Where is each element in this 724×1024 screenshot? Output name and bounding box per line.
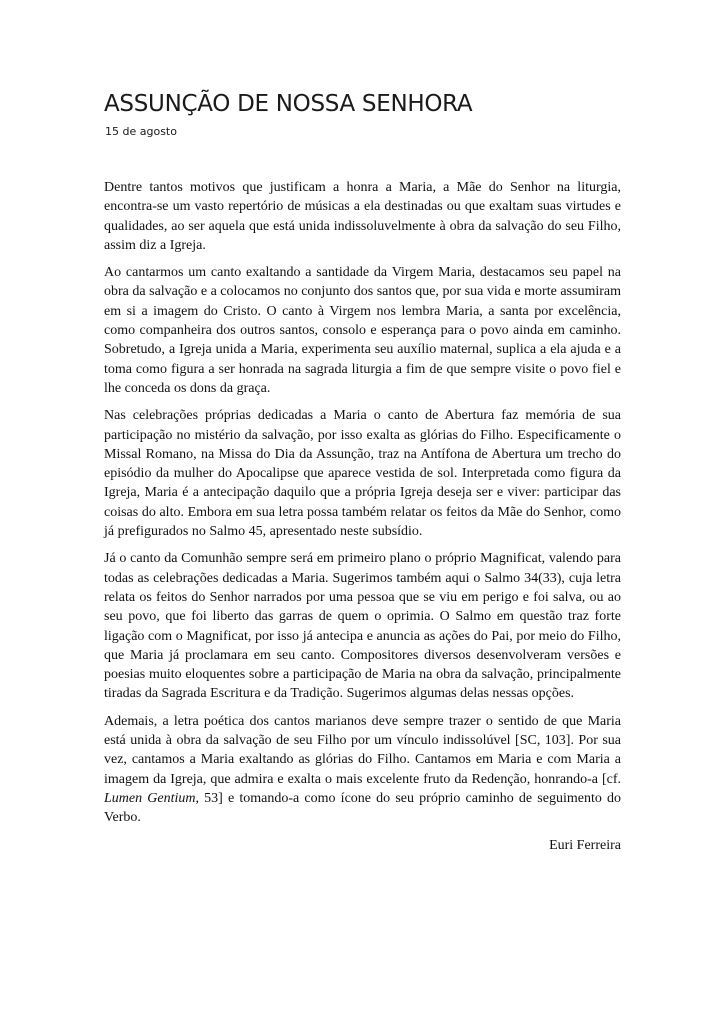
paragraph-conclusion <box>104 712 621 828</box>
author-signature: Euri Ferreira <box>549 837 621 853</box>
document-date: 15 de agosto <box>105 125 177 138</box>
conclusion-text-end: , 53] e tomando-a como ícone do seu próprio caminho de seguimento do Verbo. <box>104 790 621 826</box>
document-body <box>104 178 621 855</box>
conclusion-text-start: Ademais, a letra poética dos cantos marianos deve sempre trazer o sentido de que Maria está unida à obra da salvação de seu Filho por um vínculo indissolúvel [SC, 103]. Por sua vez, cantamos a Maria exaltando as glórias do Filho. Cantamos em Maria e com Maria a imagem da Igreja, que admira e exalta o mais excelente fruto da Redenção, honrando-a [cf. <box>104 713 621 787</box>
conclusion-italic-reference: Lumen Gentium <box>104 790 196 806</box>
paragraph-opening-song: Nas celebrações próprias dedicadas a Maria o canto de Abertura faz memória de sua participação no mistério da salvação, por isso exalta as glórias do Filho. Especificamente o Missal Romano, na Missa do Dia da Assunção, traz na Antífona de Abertura um trecho do episódio da mulher do Apocalipse que aparece vestida de sol. Interpretada como figura da Igreja, Maria é a antecipação daquilo que a própria Igreja deseja ser e viver: participar das coisas do alto. Embora em sua letra possa também relatar os feitos da Mãe do Senhor, como já prefigurados no Salmo 45, apresentado neste subsídio. <box>104 408 621 540</box>
paragraph-virgin-song: Ao cantarmos um canto exaltando a santidade da Virgem Maria, destacamos seu papel na obra da salvação e a colocamos no conjunto dos santos que, por sua vida e morte assumiram em si a imagem do Cristo. O canto à Virgem nos lembra Maria, a santa por excelência, como companheira dos outros santos, consolo e esperança para o povo ainda em caminho. Sobretudo, a Igreja unida a Maria, experimenta seu auxílio maternal, suplica a ela ajuda e a toma como figura a ser honrada na sagrada liturgia a fim de que sempre visite o povo fiel e lhe conceda os dons da graça. <box>104 265 621 396</box>
paragraph-intro: Dentre tantos motivos que justificam a honra a Maria, a Mãe do Senhor na liturgia, encontra-se um vasto repertório de músicas a ela destinadas ou que exaltam suas virtudes e qualidades, ao ser aquela que está unida indissoluvelmente à obra da salvação do seu Filho, assim diz a Igreja. <box>104 180 621 253</box>
paragraph-communion-song: Já o canto da Comunhão sempre será em primeiro plano o próprio Magnificat, valendo para todas as celebrações dedicadas a Maria. Sugerimos também aqui o Salmo 34(33), cuja letra relata os feitos do Senhor narrados por uma pessoa que se viu em perigo e foi salva, ou ao seu povo, que foi liberto das garras de quem o oprimia. O Salmo em questão traz forte ligação com o Magnificat, por isso já antecipa e anuncia as ações do Pai, por meio do Filho, que Maria já proclamara em seu canto. Compositores diversos desenvolveram versões e poesias muito eloquentes sobre a participação de Maria na obra da salvação, principalmente tiradas da Sagrada Escritura e da Tradição. Sugerimos algumas delas nessas opções. <box>104 551 621 702</box>
document-title: ASSUNÇÃO DE NOSSA SENHORA <box>104 91 473 117</box>
